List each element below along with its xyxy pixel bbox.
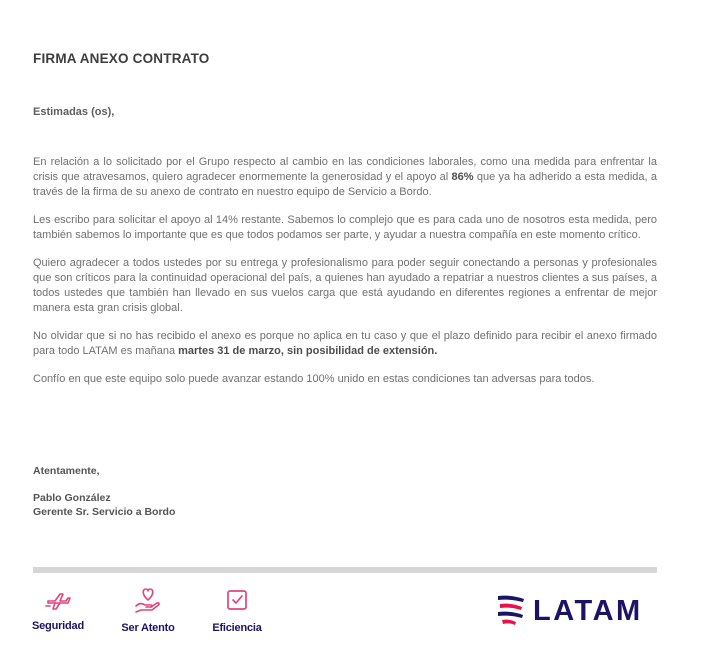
- value-ser-atento: [108, 586, 188, 634]
- greeting: Estimadas (os),: [33, 106, 115, 118]
- value-label: Eficiencia: [212, 622, 262, 634]
- latam-logo-icon: [496, 592, 526, 630]
- letter-body: [33, 155, 657, 400]
- closing: Atentamente,: [33, 465, 100, 477]
- brand-wordmark: LATAM: [533, 594, 643, 627]
- footer-divider: [33, 567, 657, 573]
- latam-logo: [496, 591, 643, 631]
- value-seguridad: [18, 586, 98, 632]
- checkbox-icon: [223, 586, 251, 614]
- signer-name: Pablo González: [33, 492, 111, 504]
- paragraph-4: No olvidar que si no has recibido el anexo es porque no aplica en tu caso y que el plazo definido para recibir el anexo firmado para todo LATAM es mañana martes 31 de marzo, sin posibilidad de extensión.: [33, 330, 657, 357]
- document-title: FIRMA ANEXO CONTRATO: [33, 51, 210, 66]
- paragraph-5: Confío en que este equipo solo puede avanzar estando 100% unido en estas condiciones tan adversas para todos.: [33, 373, 595, 385]
- value-label: Seguridad: [32, 620, 84, 632]
- airplane-icon: [44, 586, 72, 612]
- signer-title: Gerente Sr. Servicio a Bordo: [33, 506, 176, 518]
- paragraph-3: Quiero agradecer a todos ustedes por su entrega y profesionalismo para poder seguir conectando a personas y profesionales que son críticos para la continuidad operacional del país, a quienes han ayudado a repatriar a nuestros clientes a sus países, a todos ustedes que también han llevado en sus vuelos carga que está ayudando en diferentes regiones a enfrentar de mejor manera esta gran crisis global.: [33, 257, 657, 314]
- value-label: Ser Atento: [121, 622, 175, 634]
- value-eficiencia: [197, 586, 277, 634]
- heart-hand-icon: [133, 586, 163, 614]
- signature-block: [33, 491, 175, 519]
- paragraph-2: Les escribo para solicitar el apoyo al 14% restante. Sabemos lo complejo que es para cada uno de nosotros esta medida, pero también sabemos lo importante que es que todos podamos ser parte, y ayudar a nuestra compañía en este momento crítico.: [33, 214, 657, 241]
- paragraph-1: En relación a lo solicitado por el Grupo respecto al cambio en las condiciones laborales, como una medida para enfrentar la crisis que atravesamos, quiero agradecer enormemente la generosidad y el apoyo al 86% que ya ha adherido a esta medida, a través de la firma de su anexo de contrato en nuestro equipo de Servicio a Bordo.: [33, 156, 657, 198]
